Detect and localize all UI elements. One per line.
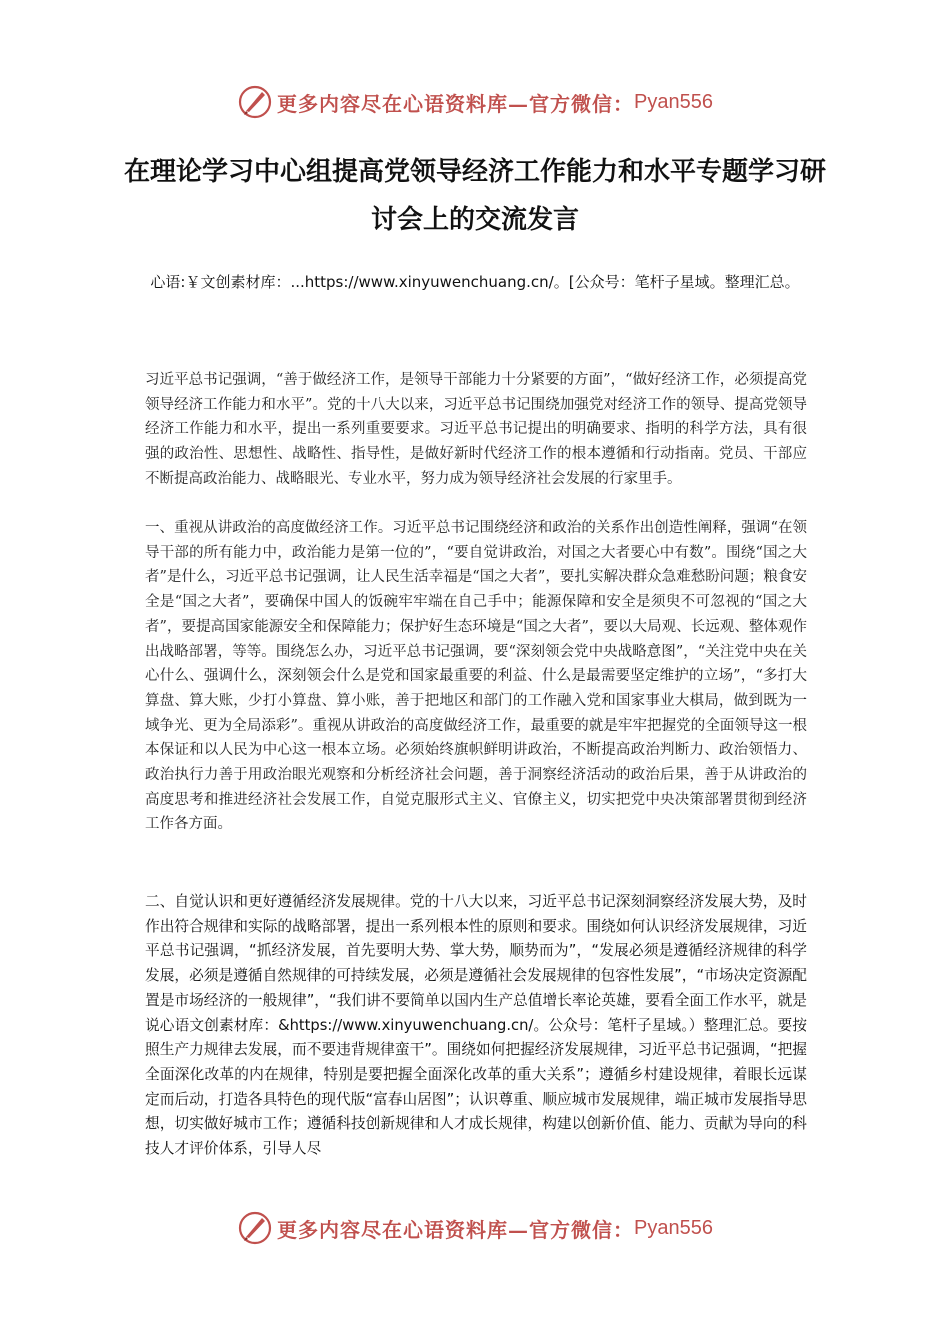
source-note: 心语:￥文创素材库：...https://www.xinyuwenchuang.cn/。[公众号：笔杆子星域。整理汇总。: [150, 273, 800, 291]
quill-pen-logo-icon: [237, 84, 273, 120]
intro-paragraph: 习近平总书记强调，“善于做经济工作，是领导干部能力十分紧要的方面”，“做好经济工作，必须提高党领导经济工作能力和水平”。党的十八大以来，习近平总书记围绕加强党对经济工作的领导、提高党领导经济工作能力和水平，提出一系列重要要求。习近平总书记提出的明确要求、指明的科学方法，具有很强的政治性、思想性、战略性、指导性，是做好新时代经济工作的根本遵循和行动指南。党员、干部应不断提高政治能力、战略眼光、专业水平，努力成为领导经济社会发展的行家里手。: [145, 372, 807, 487]
banner-text: 更多内容尽在心语资料库—官方微信：: [277, 1217, 635, 1242]
header-watermark-banner: [0, 82, 950, 122]
footer-watermark-banner: [0, 1208, 950, 1248]
banner-text: 更多内容尽在心语资料库—官方微信：: [277, 91, 635, 116]
section-two-paragraph: 二、自觉认识和更好遵循经济发展规律。党的十八大以来，习近平总书记深刻洞察经济发展大势，及时作出符合规律和实际的战略部署，提出一系列根本性的原则和要求。围绕如何认识经济发展规律，习近平总书记强调，“抓经济发展，首先要明大势、掌大势，顺势而为”，“发展必须是遵循经济规律的科学发展，必须是遵循自然规律的可持续发展，必须是遵循社会发展规律的包容性发展”，“市场决定资源配置是市场经济的一般规律”，“我们讲不要简单以国内生产总值增长率论英雄，要看全面工作水平，就是说心语文创素材库：&https://www.xinyuwenchuang.cn/。公众号：笔杆子星域。）整理汇总。要按照生产力规律去发展，而不要违背规律蛮干”。围绕如何把握经济发展规律，习近平总书记强调，“把握全面深化改革的内在规律，特别是要把握全面深化改革的重大关系”；遵循乡村建设规律，着眼长远谋定而后动，打造各具特色的现代版“富春山居图”；认识尊重、顺应城市发展规律，端正城市发展指导思想，切实做好城市工作；遵循科技创新规律和人才成长规律，构建以创新价值、能力、贡献为导向的科技人才评价体系，引导人尽: [145, 893, 807, 1158]
wechat-id: Pyan556: [634, 90, 713, 113]
wechat-id: Pyan556: [634, 1216, 713, 1239]
quill-pen-logo-icon: [237, 1210, 273, 1246]
section-one-paragraph: 一、重视从讲政治的高度做经济工作。习近平总书记围绕经济和政治的关系作出创造性阐释，强调“在领导干部的所有能力中，政治能力是第一位的”，“要自觉讲政治，对国之大者要心中有数”。围绕“国之大者”是什么，习近平总书记强调，让人民生活幸福是“国之大者”，要扎实解决群众急难愁盼问题；粮食安全是“国之大者”，要确保中国人的饭碗牢牢端在自己手中；能源保障和安全是须臾不可忽视的“国之大者”，要提高国家能源安全和保障能力；保护好生态环境是“国之大者”，要以大局观、长远观、整体观作出战略部署，等等。围绕怎么办，习近平总书记强调，要“深刻领会党中央战略意图”，“关注党中央在关心什么、强调什么，深刻领会什么是党和国家最重要的利益、什么是最需要坚定维护的立场”，“多打大算盘、算大账，少打小算盘、算小账，善于把地区和部门的工作融入党和国家事业大棋局，做到既为一域争光、更为全局添彩”。重视从讲政治的高度做经济工作，最重要的就是牢牢把握党的全面领导这一根本保证和以人民为中心这一根本立场。必须始终旗帜鲜明讲政治，不断提高政治判断力、政治领悟力、政治执行力善于用政治眼光观察和分析经济社会问题，善于洞察经济活动的政治后果，善于从讲政治的高度思考和推进经济社会发展工作，自觉克服形式主义、官僚主义，切实把党中央决策部署贯彻到经济工作各方面。: [145, 520, 807, 833]
document-title: 在理论学习中心组提高党领导经济工作能力和水平专题学习研讨会上的交流发言: [123, 157, 826, 235]
